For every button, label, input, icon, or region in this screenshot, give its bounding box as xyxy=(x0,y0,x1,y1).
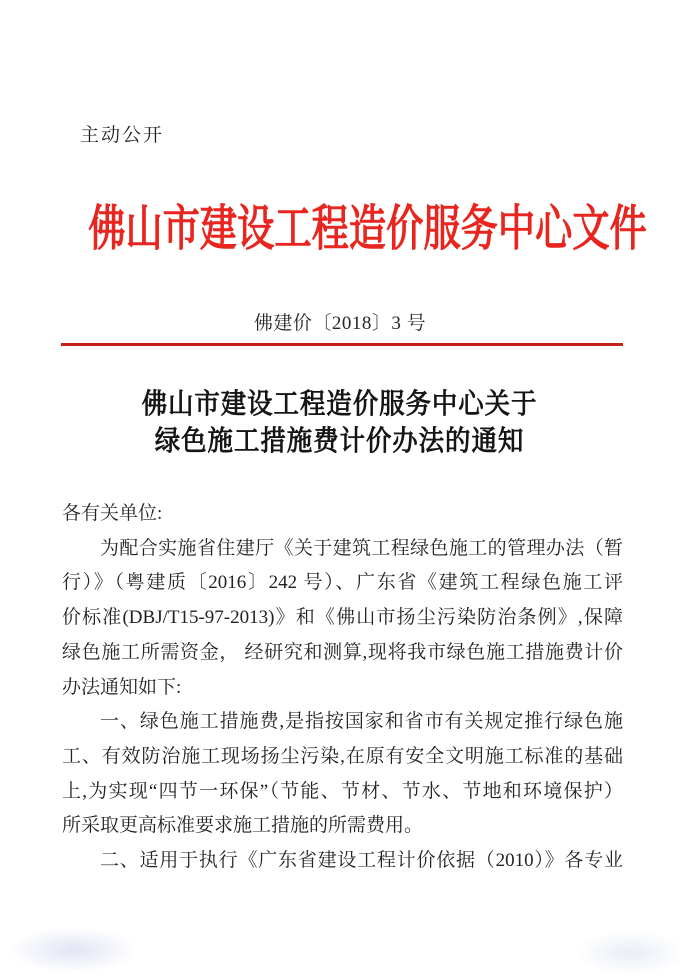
body-line: 办法通知如下: xyxy=(62,676,182,698)
document-title-text xyxy=(142,386,538,460)
body-line-item-1: 一、绿色施工措施费,是指按国家和省市有关规定推行绿色施 xyxy=(100,711,623,733)
scan-artifact-bottom-left xyxy=(8,927,138,973)
scan-artifact-bottom-right xyxy=(576,931,680,975)
body-line: 价标准(DBJ/T15-97-2013)》和《佛山市扬尘污染防治条例》,保障 xyxy=(62,607,623,629)
document-title-line1: 佛山市建设工程造价服务中心关于 xyxy=(142,389,538,420)
document-title xyxy=(0,386,680,460)
body-line: 绿色施工所需资金， 经研究和测算,现将我市绿色施工措施费计价 xyxy=(62,641,623,663)
body-line: 为配合实施省住建厅《关于建筑工程绿色施工的管理办法（暂 xyxy=(100,537,623,559)
letterhead-banner xyxy=(0,190,680,260)
body-line: 所采取更高标准要求施工措施的所需费用。 xyxy=(62,815,424,837)
body-line: 上,为实现“四节一环保”（节能、节材、节水、节地和环境保护） xyxy=(62,780,623,802)
red-divider-line xyxy=(61,343,623,346)
document-title-line2: 绿色施工措施费计价办法的通知 xyxy=(155,426,525,457)
body-line: 行）》（粤建质〔2016〕242 号）、广东省《建筑工程绿色施工评 xyxy=(62,572,623,594)
body-line-item-2: 二、适用于执行《广东省建设工程计价依据（2010）》各专业 xyxy=(100,850,623,872)
document-body xyxy=(62,497,623,879)
body-line: 工、有效防治施工现场扬尘污染,在原有安全文明施工标准的基础 xyxy=(62,746,623,768)
letterhead-title: 佛山市建设工程造价服务中心文件 xyxy=(88,201,647,256)
body-line-salutation: 各有关单位: xyxy=(62,503,163,524)
classification-label: 主动公开 xyxy=(80,125,165,146)
document-number: 佛建价〔2018〕3 号 xyxy=(253,313,427,334)
